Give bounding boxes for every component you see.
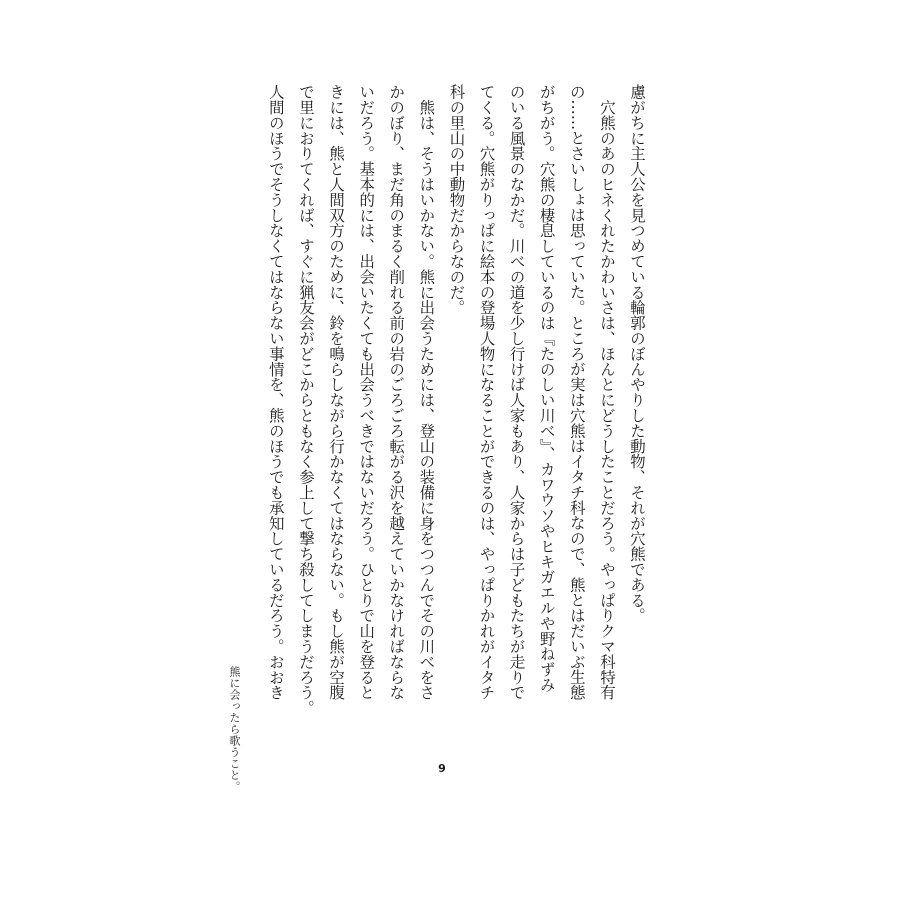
- text-line: がちがう。穴熊の棲息しているのは『たのしい川べ』、カワウソやヒキガエルや野ねずみ: [537, 84, 556, 693]
- text-line: 穴熊のあのヒネくれたかわいさは、ほんとにどうしたことだろう。やっぱりクマ科特有: [597, 84, 616, 700]
- text-line: きには、熊と人間双方のために、鈴を鳴らしながら行かなくてはならない。もし熊が空腹: [327, 84, 346, 700]
- body-text: [256, 84, 652, 720]
- page-number: 9: [438, 762, 446, 775]
- text-line: 人間のほうでそうしなくてはならない事情を、熊のほうでも承知しているだろう。おおき: [266, 84, 285, 700]
- text-line: で里におりてくれば、すぐに猟友会がどこからともなく参上して撃ち殺してしまうだろう。: [296, 84, 315, 716]
- text-line: かのぼり、まだ角のまるく削れる前の岩のごろごろ転がる沢を越えていかなければならな: [387, 84, 406, 700]
- text-line: 熊は、そうはいかない。熊に出会うためには、登山の装備に身をつつんでその川べをさ: [417, 84, 436, 700]
- text-line: の……とさいしょは思っていた。ところが実は穴熊はイタチ科なので、熊とはだいぶ生態: [567, 84, 586, 700]
- text-line: てくる。穴熊がりっぱに絵本の登場人物になることができるのは、やっぱりかれがイタチ: [477, 84, 496, 700]
- text-line: 科の里山の中動物だからなのだ。: [447, 84, 466, 315]
- text-line: のいる風景のなかだ。川べの道を少し行けば人家もあり、人家からは子どもたちが走りで: [507, 84, 526, 700]
- text-line: 慮がちに主人公を見つめている輪郭のぼんやりした動物、それが穴熊である。: [628, 84, 646, 623]
- running-title: 熊に会ったら歌うこと。: [228, 666, 241, 793]
- text-line: いだろう。基本的には、出会いたくても出会うべきではないだろう。ひとりで山を登ると: [357, 84, 376, 700]
